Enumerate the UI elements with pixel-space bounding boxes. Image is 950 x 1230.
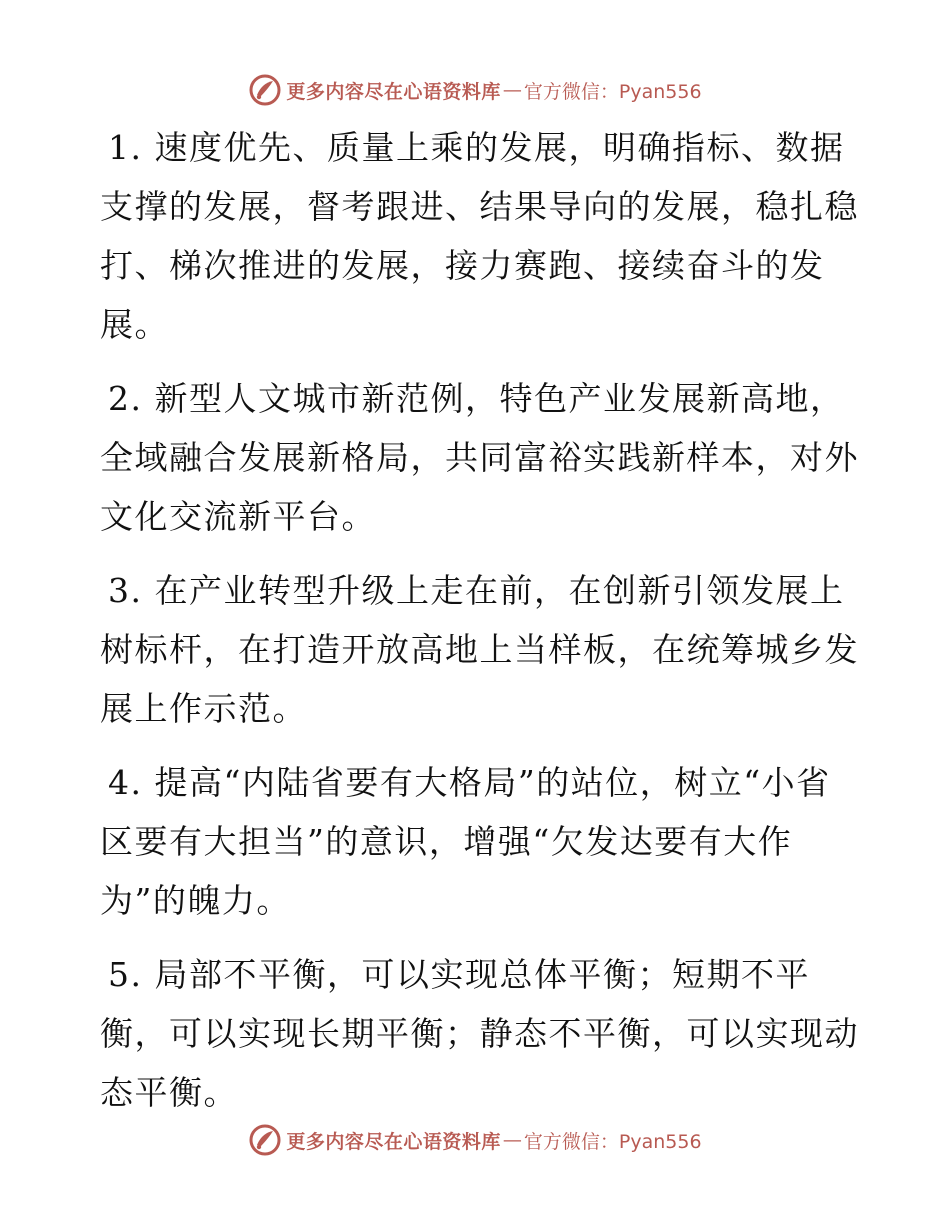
footer-banner xyxy=(0,1120,950,1160)
banner-separator: — xyxy=(502,1129,522,1151)
banner-main-text: 更多内容尽在心语资料库 xyxy=(286,80,501,103)
list-item-3: 3. 在产业转型升级上走在前，在创新引领发展上树标杆，在打造开放高地上当样板，在统筹城乡发展上作示范。 xyxy=(100,571,859,728)
banner-wechat-text: 官方微信：Pyan556 xyxy=(523,1130,702,1153)
banner-main-text: 更多内容尽在心语资料库 xyxy=(286,1130,501,1153)
list-item-4: 4. 提高“内陆省要有大格局”的站位，树立“小省区要有大担当”的意识，增强“欠发达要有大作为”的魄力。 xyxy=(100,763,831,920)
seal-logo-icon xyxy=(248,73,282,107)
banner-separator: — xyxy=(502,79,522,101)
seal-logo-icon xyxy=(248,1123,282,1157)
list-item-5: 5. 局部不平衡，可以实现总体平衡；短期不平衡，可以实现长期平衡；静态不平衡，可以实现动态平衡。 xyxy=(100,955,859,1112)
document-body xyxy=(100,118,860,1137)
header-banner xyxy=(0,70,950,110)
list-item-1: 1. 速度优先、质量上乘的发展，明确指标、数据支撑的发展，督考跟进、结果导向的发展，稳扎稳打、梯次推进的发展，接力赛跑、接续奋斗的发展。 xyxy=(100,128,859,344)
banner-wechat-text: 官方微信：Pyan556 xyxy=(523,80,702,103)
list-item-2: 2. 新型人文城市新范例，特色产业发展新高地，全域融合发展新格局，共同富裕实践新样本，对外文化交流新平台。 xyxy=(100,379,859,536)
